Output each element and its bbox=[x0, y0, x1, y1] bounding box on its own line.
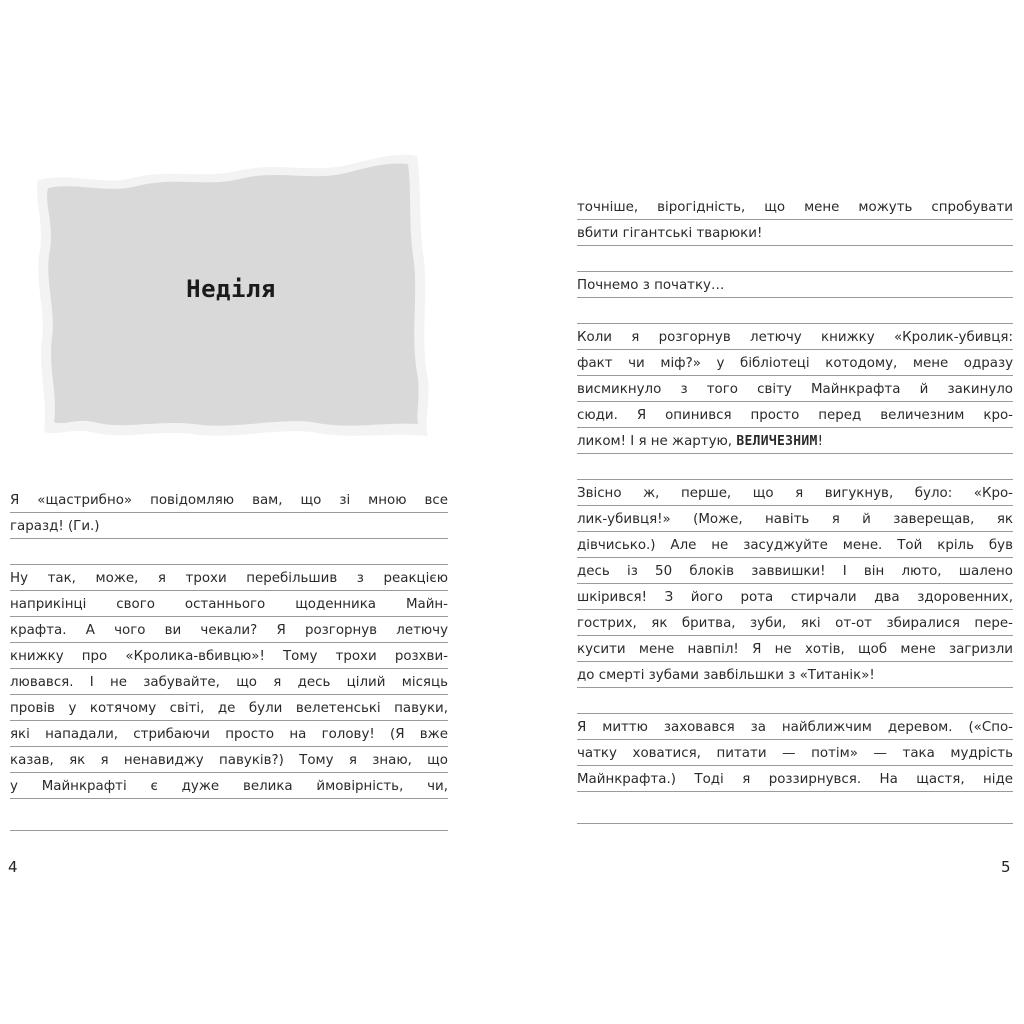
text-line: які нападали, стрибаючи просто на голову! (Я вже bbox=[10, 721, 448, 747]
text-line: точніше, вірогідність, що мене можуть спробувати bbox=[577, 194, 1013, 220]
empty-line bbox=[10, 539, 448, 565]
text-line: Коли я розгорнув летючу книжку «Кролик-убивця: bbox=[577, 324, 1013, 350]
text-line: казав, як я ненавиджу павуків?) Тому я знаю, що bbox=[10, 747, 448, 773]
text-line: до смерті зубами завбільшки з «Титанік»! bbox=[577, 662, 1013, 688]
text-line: кусити мене навпіл! Я не хотів, щоб мене загризли bbox=[577, 636, 1013, 662]
text-line: лювався. І не забувайте, що я десь цілий місяць bbox=[10, 669, 448, 695]
text-line: висмикнуло з того світу Майнкрафта й закинуло bbox=[577, 376, 1013, 402]
text-line: Звісно ж, перше, що я вигукнув, було: «Кро- bbox=[577, 480, 1013, 506]
text-line: наприкінці свого останнього щоденника Майн- bbox=[10, 591, 448, 617]
right-page bbox=[512, 0, 1024, 1024]
text-line: сюди. Я опинився просто перед величезним кро- bbox=[577, 402, 1013, 428]
text-line: вбити гігантські тварюки! bbox=[577, 220, 1013, 246]
text-line: Ну так, може, я трохи перебільшив з реакцією bbox=[10, 565, 448, 591]
torn-paper-title-card bbox=[32, 150, 430, 440]
text-line: книжку про «Кролика-вбивцю»! Тому трохи розхви- bbox=[10, 643, 448, 669]
text-line: факт чи міф?» у бібліотеці котодому, мене одразу bbox=[577, 350, 1013, 376]
empty-line bbox=[10, 799, 448, 831]
text-line: дівчисько.) Але не засуджуйте мене. Той кріль був bbox=[577, 532, 1013, 558]
emphasis-word: ВЕЛИЧЕЗНИМ bbox=[736, 434, 818, 449]
empty-line bbox=[577, 792, 1013, 824]
text-line: десь із 50 блоків заввишки! І він люто, шалено bbox=[577, 558, 1013, 584]
text-line: Майнкрафта.) Тоді я роззирнувся. На щастя, ніде bbox=[577, 766, 1013, 792]
text-line: гаразд! (Ги.) bbox=[10, 513, 448, 539]
text-line: провів у котячому світі, де були велетенські павуки, bbox=[10, 695, 448, 721]
chapter-heading: Неділя bbox=[186, 275, 276, 303]
text-line-with-emphasis bbox=[577, 428, 1013, 454]
text-line: Я «щастрибно» повідомляю вам, що зі мною все bbox=[10, 487, 448, 513]
text-line: лик-убивця!» (Може, навіть я й заверещав, як bbox=[577, 506, 1013, 532]
text-line: у Майнкрафті є дуже велика ймовірність, чи, bbox=[10, 773, 448, 799]
text-line: гострих, як бритва, зуби, які от-от збиралися пере- bbox=[577, 610, 1013, 636]
empty-line bbox=[577, 454, 1013, 480]
text-line: чатку ховатися, питати — потім» — така мудрість bbox=[577, 740, 1013, 766]
empty-line bbox=[577, 298, 1013, 324]
empty-line bbox=[577, 688, 1013, 714]
text-line: шкірився! З його рота стирчали два здоровенних, bbox=[577, 584, 1013, 610]
left-text-block bbox=[10, 487, 448, 831]
right-text-block bbox=[577, 194, 1013, 824]
text-line: Я миттю заховався за найближчим деревом. («Спо- bbox=[577, 714, 1013, 740]
text-line: крафта. А чого ви чекали? Я розгорнув летючу bbox=[10, 617, 448, 643]
empty-line bbox=[577, 246, 1013, 272]
page-number: 4 bbox=[8, 858, 18, 876]
page-number: 5 bbox=[1001, 858, 1011, 876]
text-segment: ликом! І я не жартую, bbox=[577, 434, 737, 449]
text-segment: ! bbox=[817, 434, 823, 449]
text-line: Почнемо з початку… bbox=[577, 272, 1013, 298]
